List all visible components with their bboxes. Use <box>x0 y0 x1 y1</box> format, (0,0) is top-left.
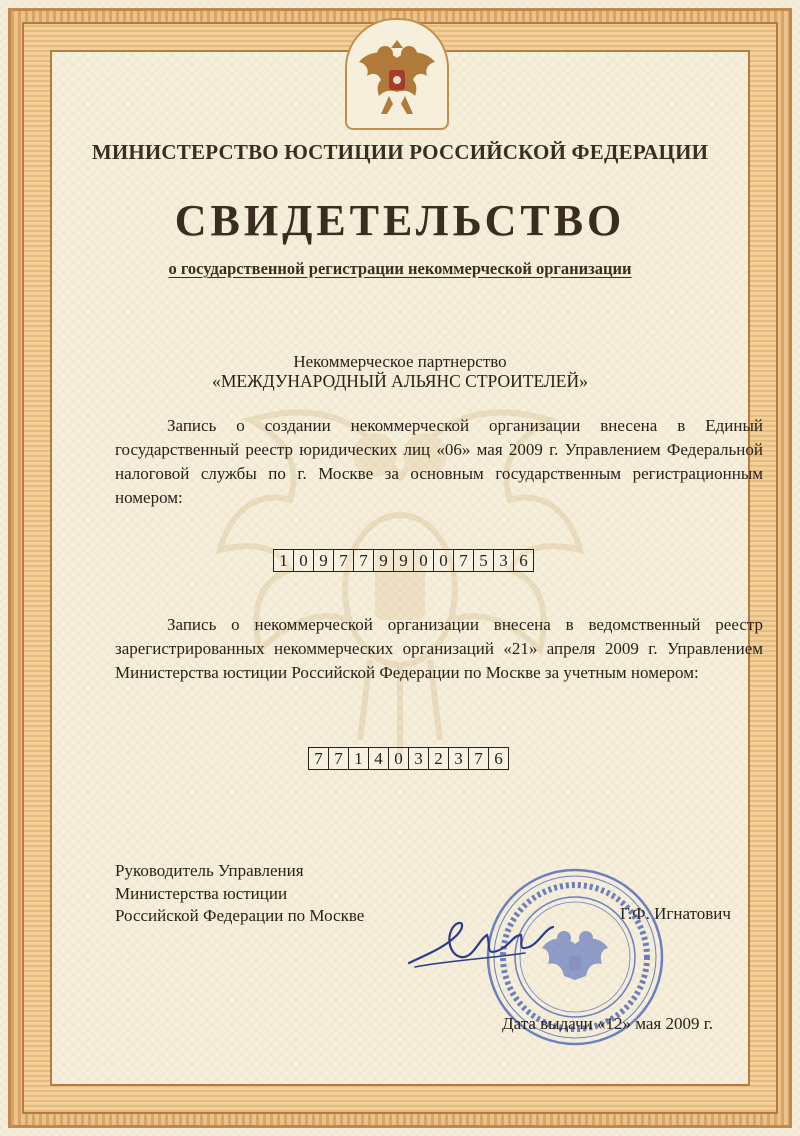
number-digit-cell: 7 <box>354 550 374 571</box>
number-digit-cell: 3 <box>409 748 429 769</box>
organization-name: «МЕЖДУНАРОДНЫЙ АЛЬЯНС СТРОИТЕЛЕЙ» <box>212 371 588 391</box>
number-digit-cell: 0 <box>414 550 434 571</box>
number-digit-cell: 9 <box>394 550 414 571</box>
number-digit-cell: 0 <box>434 550 454 571</box>
number-digit-cell: 7 <box>334 550 354 571</box>
ogrn-number-box <box>273 549 534 572</box>
number-digit-cell: 0 <box>294 550 314 571</box>
signatory-position <box>115 860 364 928</box>
number-digit-cell: 7 <box>329 748 349 769</box>
number-digit-cell: 7 <box>469 748 489 769</box>
signatory-line-3: Российской Федерации по Москве <box>115 906 365 925</box>
departmental-record-text: Запись о некоммерческой организации внесена в ведомственный реестр зарегистрированных некоммерческих организаций «21» апреля 2009 г. Управлением Министерства юстиции Российской Федерации по Москве за учетным номером: <box>115 615 763 682</box>
ministry-heading: МИНИСТЕРСТВО ЮСТИЦИИ РОССИЙСКОЙ ФЕДЕРАЦИИ <box>91 140 709 164</box>
number-digit-cell: 4 <box>369 748 389 769</box>
signatory-line-1: Руководитель Управления <box>115 861 304 880</box>
number-digit-cell: 7 <box>454 550 474 571</box>
number-digit-cell: 5 <box>474 550 494 571</box>
number-digit-cell: 3 <box>449 748 469 769</box>
subtitle-text: о государственной регистрации некоммерческой организации <box>168 259 632 278</box>
number-digit-cell: 1 <box>349 748 369 769</box>
number-digit-cell: 1 <box>274 550 294 571</box>
number-digit-cell: 6 <box>494 749 503 768</box>
organization-type: Некоммерческое партнерство <box>293 352 507 371</box>
document-title: СВИДЕТЕЛЬСТВО <box>174 196 626 245</box>
number-digit-cell: 3 <box>494 550 514 571</box>
document-subtitle <box>0 259 800 279</box>
number-digit-cell: 6 <box>519 551 528 570</box>
account-number-box <box>308 747 509 770</box>
number-digit-cell: 9 <box>374 550 394 571</box>
number-digit-cell: 2 <box>429 748 449 769</box>
number-digit-cell: 0 <box>389 748 409 769</box>
signatory-line-2: Министерства юстиции <box>115 883 288 903</box>
issue-date: Дата выдачи «12» мая 2009 г. <box>502 1014 714 1033</box>
number-digit-cell: 7 <box>309 748 329 769</box>
emblem-frame <box>345 18 449 130</box>
handwritten-signature <box>405 905 565 975</box>
signatory-name: Г.Ф. Игнатович <box>620 904 731 923</box>
coat-of-arms-eagle-icon <box>347 20 447 128</box>
number-digit-cell: 9 <box>314 550 334 571</box>
registration-record-text: Запись о создании некоммерческой организации внесена в Единый государственный реестр юридических лиц «06» мая 2009 г. Управлением Федеральной налоговой службы по г. Москве за основным государственным регистрационным номером: <box>115 416 763 507</box>
